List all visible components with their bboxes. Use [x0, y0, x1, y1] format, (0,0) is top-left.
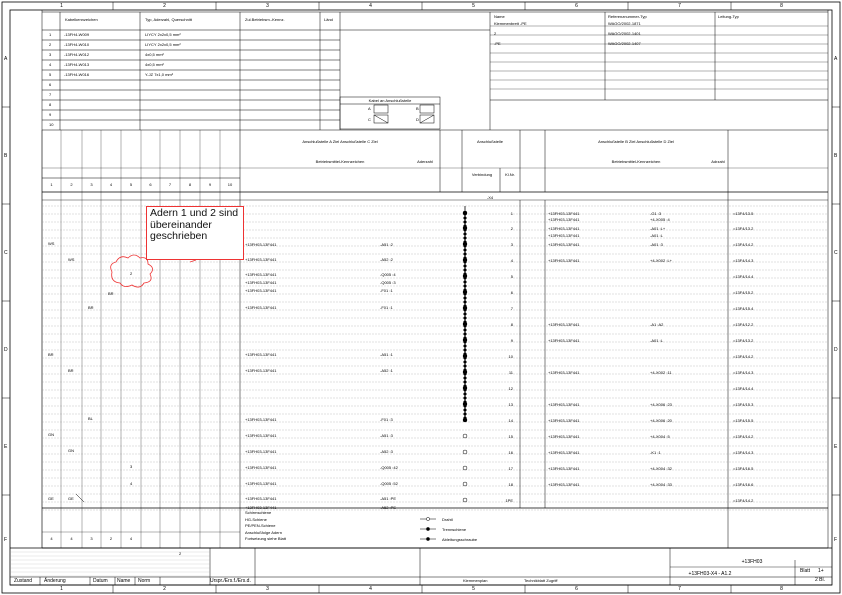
connection-b-device: +13FH03-13F441 — [548, 258, 580, 263]
connection-b-device: +13FH03-13F441 — [548, 434, 580, 439]
tb-datum: Datum — [93, 578, 108, 584]
connection-a-device: +13FH03-13F441 — [245, 368, 277, 373]
connection-a-pin: -A51 :3 — [380, 433, 393, 438]
frame-row-letter: A — [834, 55, 838, 62]
tb-norm: Norm — [138, 578, 151, 584]
connection-b-device: +13FH03-13F441 — [548, 211, 580, 216]
tb-name: Name — [117, 578, 131, 584]
cable-row-number: 4 — [49, 62, 52, 67]
frame-column-number: 1 — [60, 586, 63, 592]
cross-reference: =13F4/12.2 — [733, 322, 754, 327]
terminal-name: -PE — [494, 41, 501, 46]
footer-count: 4 — [129, 536, 133, 541]
tb-zustand: Zustand — [14, 578, 33, 584]
cable-row-type: Y-JZ 7x1,0 mm² — [145, 72, 174, 77]
terminal-number: 10 — [508, 354, 513, 359]
header-col-number: 5 — [129, 182, 133, 187]
connection-a-pin: -Q005 :3 — [380, 280, 396, 285]
connection-a-pin: -A52 :1 — [380, 368, 393, 373]
cloud-label: 2 — [130, 271, 133, 276]
cable-row-tag: -13FH4-W013 — [64, 62, 90, 67]
header-col-number: 4 — [109, 182, 113, 187]
cross-reference: =13F4/14.4 — [733, 274, 754, 279]
cross-reference: =13F4/14.2 — [733, 498, 754, 503]
frame-row-letter: F — [4, 537, 8, 543]
cable-row-tag: -13FH4-W016 — [64, 72, 90, 77]
connection-a-pin: -Q005 :52 — [380, 481, 398, 486]
connection-a-pin: -A52 :3 — [380, 449, 393, 454]
cable-row-tag: -13FH4-W012 — [64, 52, 90, 57]
terminal-name: 2 — [494, 31, 497, 36]
terminal-number: 9 — [510, 338, 513, 343]
terminal-header-line: Leitung-Typ — [718, 14, 739, 19]
cross-reference: =13F4/14.3 — [733, 258, 754, 263]
header-side-a: Anschlußstelle A Ziel Anschlußstelle C Ziel — [302, 139, 378, 144]
cable-header-type: Typ, Aderzahl, Querschnitt — [145, 17, 192, 22]
annotation-callout: Adern 1 und 2 sind übereinander geschrieben — [146, 206, 244, 260]
tb-project: Klemmenplan — [463, 578, 488, 583]
footer-legend-item: PE/PEN-Schiene — [245, 523, 276, 528]
cross-reference: =13F4/13.5 — [733, 211, 754, 216]
wire-color-label: BR — [48, 352, 54, 357]
frame-column-number: 5 — [472, 3, 475, 9]
connection-a-pin: -Q005 :4 — [380, 272, 396, 277]
frame-row-letter: C — [4, 249, 8, 256]
terminal-number: 2 — [510, 226, 513, 231]
frame-row-letter: B — [4, 152, 8, 159]
frame-column-number: 2 — [163, 3, 166, 9]
cable-row-number: 5 — [49, 72, 52, 77]
connection-b-device: +13FH03-13F441 — [548, 418, 580, 423]
frame-column-number: 4 — [369, 586, 372, 592]
cross-reference: =13F4/15.5 — [733, 418, 754, 423]
wire-color-label: WS — [48, 241, 55, 246]
cable-row-number: 8 — [49, 102, 52, 107]
cross-reference: =13F4/13.2 — [733, 338, 754, 343]
connection-a-device: +13FH03-13F441 — [245, 505, 277, 510]
connection-a-device: +13FH03-13F441 — [245, 280, 277, 285]
connection-b-pin: -G1 :3 — [650, 211, 662, 216]
legend-title: Kabel an Anschlußstelle — [368, 98, 412, 103]
frame-row-letter: D — [4, 346, 8, 353]
frame-column-number: 1 — [60, 3, 63, 9]
wire-color-label: BL — [88, 416, 93, 421]
footer-legend-item: Schirmschiene — [245, 510, 272, 515]
cable-header-land: Länd — [324, 17, 333, 22]
cable-row-number: 7 — [49, 92, 52, 97]
footer-count: 4 — [50, 536, 53, 541]
connection-b-device: +13FH03-13F441 — [548, 233, 580, 238]
terminal-number: 1PE — [505, 498, 513, 503]
connection-a-pin: -A52 :PE — [380, 505, 397, 510]
cross-reference: =13F4/14.2 — [733, 354, 754, 359]
wire-color-label: GN — [68, 448, 74, 453]
cross-reference: =13F4/14.3 — [733, 370, 754, 375]
wire-color-label: GN — [48, 432, 54, 437]
connection-a-device: +13FH03-13F441 — [245, 352, 277, 357]
cross-reference: =13F4/16.6 — [733, 482, 754, 487]
terminal-header-name: Name — [494, 14, 505, 19]
cable-header-tag: Kabelkennzeichen — [65, 17, 98, 22]
connection-a-device: +13FH03-13F441 — [245, 496, 277, 501]
frame-column-number: 8 — [780, 586, 783, 592]
cross-reference: =13F4/14.3 — [733, 450, 754, 455]
connection-b-pin: +4-X004 :5 — [650, 434, 670, 439]
tb-bl: 2 Bl. — [815, 577, 826, 583]
cross-reference: =13F4/15.4 — [733, 306, 754, 311]
tb-blatt: Blatt — [800, 568, 811, 574]
connection-a-device: +13FH03-13F441 — [245, 481, 277, 486]
cross-reference: =13F4/14.2 — [733, 242, 754, 247]
header-col-number: 2 — [70, 182, 73, 187]
wire-color-label: GE — [48, 496, 54, 501]
footer-legend-item: HG-Schiene — [245, 516, 267, 522]
legend-c: C — [368, 117, 371, 122]
connection-a-device: +13FH03-13F441 — [245, 242, 277, 247]
frame-row-letter: E — [4, 443, 8, 450]
connection-b-device: +13FH03-13F441 — [548, 450, 580, 455]
header-col-number: 9 — [208, 182, 212, 187]
connection-b-pin: +4-X002 :11 — [650, 370, 672, 375]
footer-symbol-label: Drahtl — [442, 517, 453, 522]
connection-b-pin: -A1 :A2 — [650, 322, 664, 327]
cable-row-tag: -13FH4-W010 — [64, 42, 90, 47]
cross-reference: =13F4/15.2 — [733, 290, 754, 295]
frame-column-number: 5 — [472, 586, 475, 592]
connection-a-pin: -A51 :1 — [380, 352, 393, 357]
cable-row-tag: -13FH4-W009 — [64, 32, 90, 37]
cable-row-type: LIYCY 2x2x0,5 mm² — [145, 32, 181, 37]
frame-row-letter: D — [834, 346, 838, 353]
terminal-number: 8 — [510, 322, 513, 327]
header-aderzahl-a: Aderzahl — [417, 159, 433, 164]
connection-b-pin: +4-X004 :32 — [650, 466, 672, 471]
connection-b-pin: +4-X006 :23 — [650, 402, 672, 407]
terminal-number: 3 — [510, 242, 513, 247]
wire-color-label: BR — [88, 305, 94, 310]
frame-column-number: 7 — [678, 586, 681, 592]
header-aderzahl-b: Adrzahl — [711, 159, 725, 164]
wire-color-label: 4 — [130, 481, 133, 486]
connection-b-pin: -A01 :L — [650, 338, 663, 343]
cable-row-number: 6 — [49, 82, 52, 87]
tb-blatt-value: 1+ — [818, 568, 824, 574]
terminal-number: 18 — [508, 482, 513, 487]
connection-a-device: +13FH03-13F441 — [245, 449, 277, 454]
header-col-number: 1 — [50, 182, 53, 187]
connection-a-device: +13FH03-13F441 — [245, 305, 277, 310]
connection-a-pin: -Q005 :42 — [380, 465, 398, 470]
legend-d: D — [416, 117, 419, 122]
cross-reference: =13F4/14.2 — [733, 434, 754, 439]
cable-row-number: 10 — [49, 122, 54, 127]
footer-count: 3 — [90, 536, 93, 541]
frame-row-letter: A — [4, 55, 8, 62]
frame-column-number: 6 — [575, 3, 578, 9]
frame-column-number: 8 — [780, 3, 783, 9]
connection-a-pin: -F01 :1 — [380, 305, 393, 310]
wire-color-label: GE — [68, 496, 74, 501]
connection-a-device: +13FH03-13F441 — [245, 417, 277, 422]
connection-a-pin: -F01 :3 — [380, 417, 393, 422]
connection-a-pin: -F01 :1 — [380, 288, 393, 293]
wire-color-label: WS — [68, 257, 75, 262]
legend-a: A — [368, 106, 371, 111]
header-col-number: 8 — [188, 182, 192, 187]
frame-row-letter: C — [834, 249, 838, 256]
terminal-name: Klemmenbrett -PE — [494, 21, 527, 26]
header-side-b: Anschlußstelle B Ziel Anschlußstelle D Ziel — [598, 139, 674, 144]
cable-row-type: 4x0,5 mm² — [145, 52, 164, 57]
header-col-number: 10 — [227, 182, 233, 187]
connection-a-pin: -A52 :2 — [380, 257, 393, 262]
connection-b-device: +13FH03-13F441 — [548, 466, 580, 471]
terminal-number: 15 — [508, 434, 513, 439]
tb-urspr: Urspr./Ers.f./Ers.d. — [210, 578, 251, 584]
connection-b-device: +13FH03-13F441 — [548, 226, 580, 231]
connection-b-pin: +4-X002 :L+ — [650, 258, 673, 263]
connection-b-pin: +4-X006 :20 — [650, 418, 672, 423]
terminal-number: 16 — [508, 450, 513, 455]
header-col-number: 3 — [90, 182, 93, 187]
terminal-number: 5 — [510, 274, 513, 279]
frame-column-number: 6 — [575, 586, 578, 592]
terminal-ref: WAGO/2002-1871 — [608, 21, 641, 26]
frame-row-letter: B — [834, 152, 838, 159]
cross-reference: =13F4/15.3 — [733, 402, 754, 407]
connection-b-device: +13FH03-13F441 — [548, 402, 580, 407]
tb-rev: 2 — [179, 551, 182, 556]
cable-row-number: 3 — [49, 52, 52, 57]
connection-b-pin: -A01 :3 — [650, 242, 663, 247]
tb-ref-label: Technikblatt Zugriff — [524, 578, 558, 583]
connection-b-pin: +4-X005 :4 — [650, 217, 670, 222]
terminal-strip-name: -X4 — [486, 195, 494, 200]
tb-aenderung: Änderung — [44, 578, 66, 584]
connection-b-device: +13FH03-13F441 — [548, 217, 580, 222]
frame-column-number: 4 — [369, 3, 372, 9]
connection-a-device: +13FH03-13F441 — [245, 257, 277, 262]
cross-reference: =13F4/16.5 — [733, 466, 754, 471]
terminal-ref: WAGO/2002-1401 — [608, 31, 641, 36]
header-col-number: 6 — [149, 182, 152, 187]
wire-color-label: BR — [68, 368, 74, 373]
header-anschluss: Anschlußstelle — [476, 139, 504, 144]
connection-b-pin: -A01 :L+ — [650, 226, 666, 231]
connection-a-device: +13FH03-13F441 — [245, 272, 277, 277]
cable-header-betrieb: Zul.Betriebsm.-Kennz. — [245, 17, 285, 22]
terminal-ref: WAGO/2002-1407 — [608, 41, 641, 46]
frame-row-letter: F — [834, 537, 838, 543]
cable-row-number: 2 — [49, 42, 52, 47]
cable-row-type: 4x0,5 mm² — [145, 62, 164, 67]
connection-b-pin: +4-X004 :33 — [650, 482, 672, 487]
tb-drawing: +13FH03-X4 - A1.2 — [688, 571, 732, 577]
wire-color-label: BR — [108, 291, 114, 296]
cross-reference: =13F4/14.4 — [733, 386, 754, 391]
footer-symbol-label: Ableitungsschraube — [442, 537, 478, 542]
frame-row-letter: E — [834, 443, 838, 450]
terminal-number: 13 — [508, 402, 513, 407]
tb-location: +13FH03 — [741, 559, 763, 565]
footer-symbol-label: Trennschiene — [442, 527, 467, 532]
terminal-number: 14 — [508, 418, 513, 423]
connection-b-device: +13FH03-13F441 — [548, 242, 580, 247]
terminal-number: 4 — [510, 258, 513, 263]
wire-color-label: 3 — [130, 464, 133, 469]
header-side-b-sub: Betriebsmittel-Kennzeichen — [611, 159, 661, 164]
connection-b-device: +13FH03-13F441 — [548, 482, 580, 487]
header-side-a-sub: Betriebsmittel-Kennzeichen — [315, 159, 365, 164]
cable-row-number: 1 — [49, 32, 52, 37]
footer-legend-item: Fortsetzung siehe Blatt — [245, 536, 286, 541]
connection-b-device: +13FH03-13F441 — [548, 338, 580, 343]
header-col-number: 7 — [168, 182, 172, 187]
terminal-number: 11 — [508, 370, 513, 375]
frame-column-number: 3 — [266, 586, 269, 592]
connection-a-device: +13FH03-13F441 — [245, 465, 277, 470]
terminal-header-ref: Referenznummer-Typ — [608, 14, 647, 19]
terminal-number: 7 — [510, 306, 513, 311]
cable-row-number: 9 — [49, 112, 52, 117]
frame-column-number: 3 — [266, 3, 269, 9]
footer-legend-item: Anschlußfolge Adern — [245, 529, 282, 535]
connection-a-device: +13FH03-13F441 — [245, 288, 277, 293]
connection-a-pin: -A51 :PE — [380, 496, 397, 501]
connection-a-pin: -A51 :2 — [380, 242, 393, 247]
connection-b-pin: -A01 :L — [650, 233, 663, 238]
terminal-number: 1 — [510, 211, 513, 216]
footer-count: 2 — [109, 536, 113, 541]
connection-b-device: +13FH03-13F441 — [548, 322, 580, 327]
terminal-number: 6 — [510, 290, 513, 295]
header-verbindung: Verbindung — [471, 172, 493, 177]
connection-b-device: +13FH03-13F441 — [548, 370, 580, 375]
legend-b: B — [416, 106, 419, 111]
footer-count: 4 — [70, 536, 73, 541]
terminal-number: 12 — [508, 386, 513, 391]
frame-column-number: 7 — [678, 3, 681, 9]
cross-reference: =13F4/13.2 — [733, 226, 754, 231]
cable-row-type: LIYCY 2x2x0,5 mm² — [145, 42, 181, 47]
connection-a-device: +13FH03-13F441 — [245, 433, 277, 438]
frame-column-number: 2 — [163, 586, 166, 592]
connection-b-pin: -K1 :1 — [650, 450, 661, 455]
header-klnr: Kl.Nr. — [505, 172, 515, 177]
terminal-number: 17 — [508, 466, 513, 471]
